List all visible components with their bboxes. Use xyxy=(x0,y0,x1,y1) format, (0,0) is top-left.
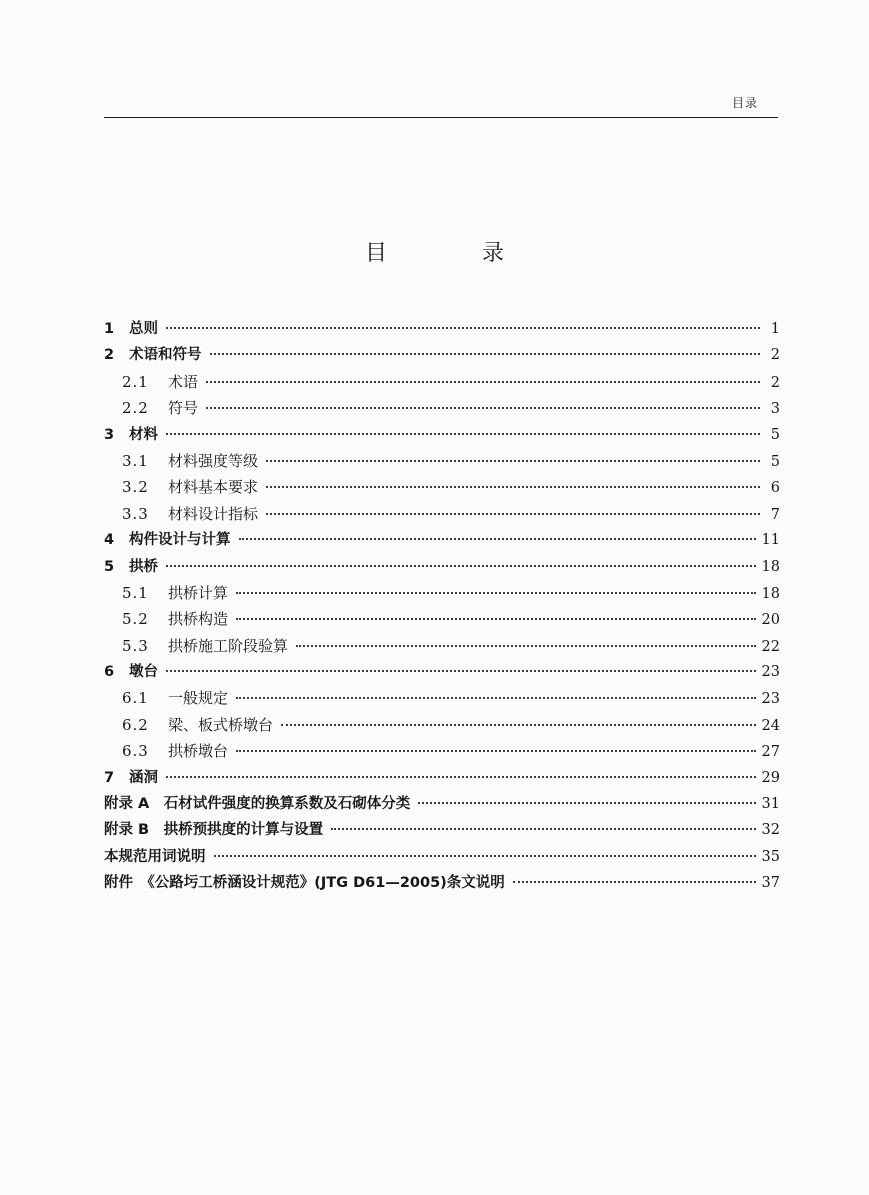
toc-entry-page-number: 23 xyxy=(761,664,780,681)
toc-entry-label: 墩台 xyxy=(129,664,158,681)
page-title: 目 录 xyxy=(365,241,548,266)
toc-entry[interactable] xyxy=(104,659,780,685)
dot-leader xyxy=(281,724,756,726)
toc-entry-page-number: 1 xyxy=(770,321,780,337)
toc-entry-page-number: 6 xyxy=(770,480,780,497)
toc-entry-page-number: 23 xyxy=(761,691,780,708)
toc-entry-page-number: 20 xyxy=(761,612,780,629)
toc-entry-number: 1 xyxy=(104,321,115,337)
toc-entry[interactable] xyxy=(104,817,780,843)
toc-entry-label: 涵洞 xyxy=(129,769,158,786)
dot-leader xyxy=(214,855,756,857)
toc-entry-label: 本规范用词说明 xyxy=(104,848,206,865)
toc-entry-number: 4 xyxy=(104,532,115,549)
dot-leader xyxy=(166,565,756,567)
dot-leader xyxy=(206,381,760,383)
dot-leader xyxy=(266,486,760,488)
toc-entry[interactable] xyxy=(104,316,780,342)
toc-entry-number: 2.1 xyxy=(122,372,149,391)
toc-entry-number: 3.3 xyxy=(122,504,149,523)
toc-entry-number: 3.1 xyxy=(122,451,149,470)
dot-leader xyxy=(206,407,760,409)
toc-entry-label: 拱桥构造 xyxy=(168,610,229,629)
toc-entry-label: 材料设计指标 xyxy=(168,504,259,523)
toc-entry-label: 材料 xyxy=(129,426,158,443)
toc-entry-number: 5 xyxy=(104,558,115,575)
toc-entry-label: 材料基本要求 xyxy=(168,478,259,497)
toc-entry-page-number: 37 xyxy=(761,875,780,892)
toc-entry-number: 2.2 xyxy=(122,399,149,418)
toc-entry[interactable] xyxy=(104,765,780,791)
toc-entry-page-number: 3 xyxy=(770,401,780,418)
toc-entry-page-number: 5 xyxy=(770,426,780,443)
toc-entry-label: 总则 xyxy=(129,321,158,337)
dot-leader xyxy=(331,828,755,830)
toc-entry[interactable] xyxy=(104,527,780,553)
toc-entry-page-number: 18 xyxy=(761,558,780,575)
toc-entry-label: 拱桥施工阶段验算 xyxy=(168,636,289,655)
toc-entry-page-number: 35 xyxy=(761,848,780,865)
toc-entry-page-number: 22 xyxy=(761,638,780,655)
toc-entry-label: 拱桥 xyxy=(129,558,158,575)
toc-entry-number: 6.3 xyxy=(122,742,149,761)
dot-leader xyxy=(266,460,760,462)
toc-entry-number: 5.2 xyxy=(122,610,149,629)
dot-leader xyxy=(236,592,756,594)
toc-entry-label: 拱桥墩台 xyxy=(168,742,229,761)
toc-entry[interactable] xyxy=(104,395,780,421)
toc-entry[interactable] xyxy=(104,501,780,527)
dot-leader xyxy=(513,881,756,883)
dot-leader xyxy=(210,353,761,355)
toc-entry[interactable] xyxy=(104,870,780,896)
toc-entry[interactable] xyxy=(104,580,780,606)
toc-entry[interactable] xyxy=(104,685,780,711)
table-of-contents xyxy=(104,316,780,897)
toc-entry-page-number: 32 xyxy=(761,822,780,839)
toc-entry-number: 3 xyxy=(104,426,115,443)
toc-entry-label: 拱桥计算 xyxy=(168,583,229,602)
toc-entry-number: 6.2 xyxy=(122,715,149,734)
dot-leader xyxy=(418,802,755,804)
toc-entry-label: 梁、板式桥墩台 xyxy=(168,715,274,734)
toc-entry-page-number: 27 xyxy=(761,744,780,761)
toc-entry-page-number: 2 xyxy=(770,347,780,364)
toc-entry-label: 术语和符号 xyxy=(129,347,202,364)
toc-entry-page-number: 11 xyxy=(761,532,780,549)
toc-entry-number: 6.1 xyxy=(122,689,149,708)
toc-entry-label: 附件 《公路圬工桥涵设计规范》(JTG D61—2005)条文说明 xyxy=(104,875,505,892)
header-rule xyxy=(104,117,778,118)
toc-entry-number: 5.3 xyxy=(122,636,149,655)
dot-leader xyxy=(266,513,760,515)
toc-entry-number: 3.2 xyxy=(122,478,149,497)
toc-entry-page-number: 29 xyxy=(761,769,780,786)
toc-entry-label: 一般规定 xyxy=(168,689,229,708)
toc-entry-page-number: 18 xyxy=(761,585,780,602)
running-head: 目录 xyxy=(731,96,758,110)
dot-leader xyxy=(296,645,756,647)
toc-entry[interactable] xyxy=(104,369,780,395)
toc-entry[interactable] xyxy=(104,448,780,474)
toc-entry[interactable] xyxy=(104,844,780,870)
toc-entry[interactable] xyxy=(104,738,780,764)
toc-entry[interactable] xyxy=(104,422,780,448)
dot-leader xyxy=(236,750,756,752)
toc-entry[interactable] xyxy=(104,606,780,632)
toc-entry-page-number: 31 xyxy=(761,796,780,813)
dot-leader xyxy=(166,670,756,672)
toc-entry[interactable] xyxy=(104,474,780,500)
toc-entry-page-number: 24 xyxy=(761,717,780,734)
dot-leader xyxy=(166,776,756,778)
dot-leader xyxy=(166,327,760,329)
toc-entry-label: 术语 xyxy=(168,372,199,391)
toc-entry[interactable] xyxy=(104,633,780,659)
toc-entry[interactable] xyxy=(104,342,780,368)
toc-entry-number: 2 xyxy=(104,347,115,364)
toc-entry-number: 7 xyxy=(104,769,115,786)
toc-entry-label: 附录 B 拱桥预拱度的计算与设置 xyxy=(104,822,324,839)
toc-entry-label: 构件设计与计算 xyxy=(129,532,231,549)
toc-entry-page-number: 5 xyxy=(770,453,780,470)
toc-entry-label: 符号 xyxy=(168,399,199,418)
toc-entry[interactable] xyxy=(104,554,780,580)
toc-entry-number: 5.1 xyxy=(122,583,149,602)
toc-entry-page-number: 2 xyxy=(770,374,780,391)
toc-entry-number: 6 xyxy=(104,664,115,681)
dot-leader xyxy=(236,618,756,620)
dot-leader xyxy=(239,538,756,540)
toc-entry-page-number: 7 xyxy=(770,506,780,523)
toc-entry[interactable] xyxy=(104,791,780,817)
toc-entry-label: 材料强度等级 xyxy=(168,451,259,470)
toc-entry[interactable] xyxy=(104,712,780,738)
dot-leader xyxy=(166,433,760,435)
toc-entry-label: 附录 A 石材试件强度的换算系数及石砌体分类 xyxy=(104,796,411,813)
dot-leader xyxy=(236,697,756,699)
